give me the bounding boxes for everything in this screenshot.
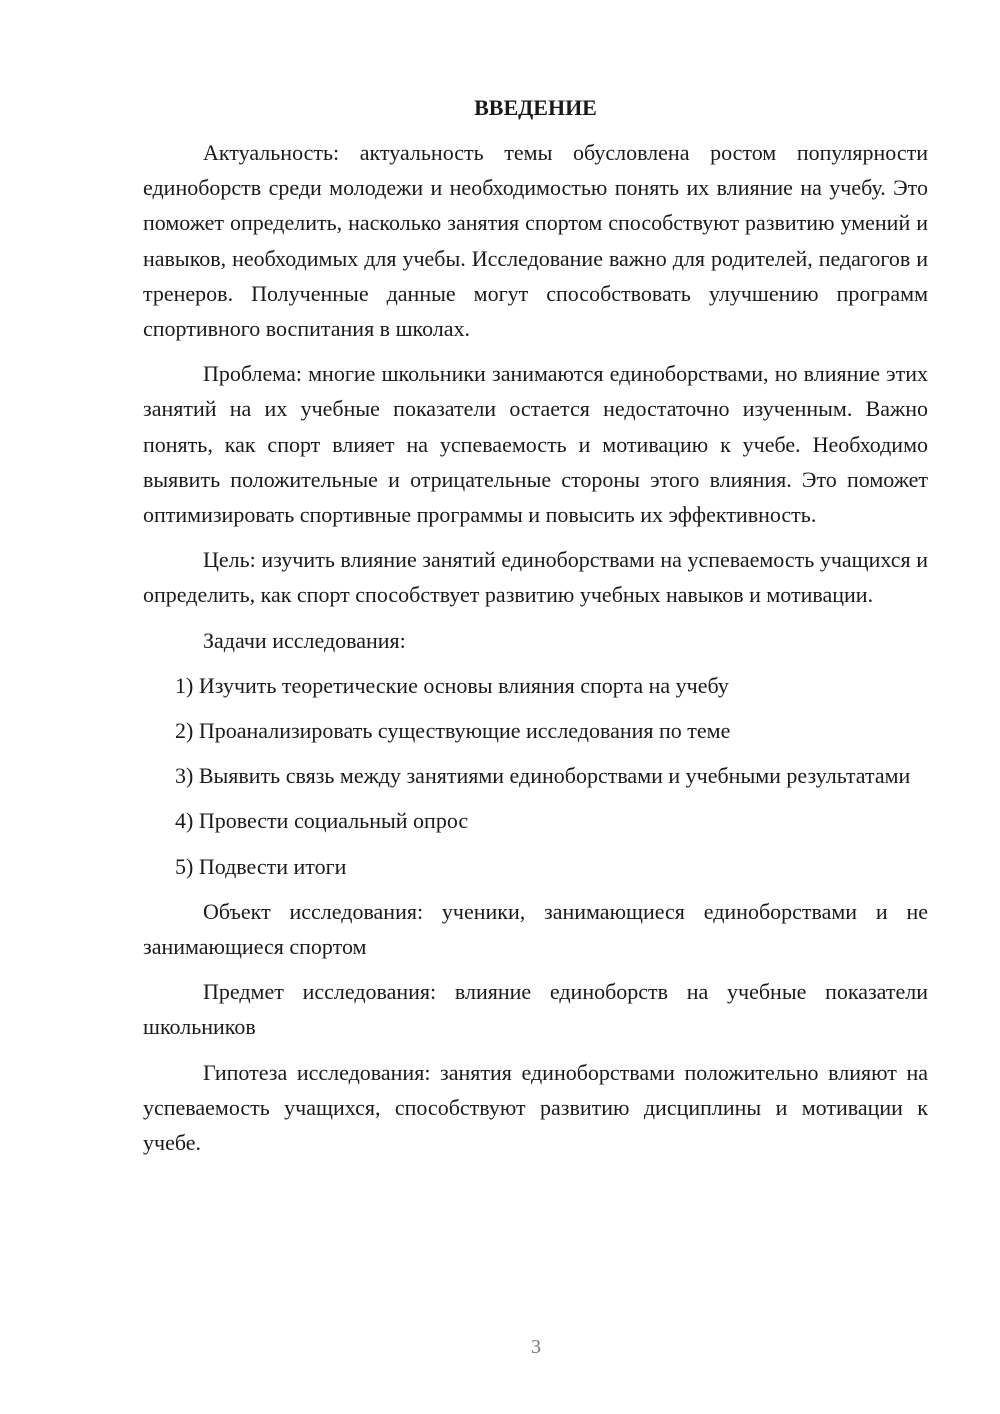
goal-paragraph: Цель: изучить влияние занятий единоборствами на успеваемость учащихся и определить, как спорт способствует развитию учебных навыков и мотивации.: [143, 547, 928, 608]
page-title: ВВЕДЕНИЕ: [474, 95, 597, 120]
document-page: [143, 90, 928, 1170]
object-paragraph: Объект исследования: ученики, занимающиеся единоборствами и не занимающиеся спортом: [143, 898, 928, 960]
list-item: 4) Провести социальный опрос: [175, 808, 469, 834]
tasks-heading: Задачи исследования:: [203, 627, 406, 653]
relevance-paragraph: Актуальность: актуальность темы обусловлена ростом популярности единоборств среди молодежи и необходимостью понять их влияние на учебу. Это поможет определить, насколько занятия спортом способствуют развитию умений и навыков, необходимых для учебы. Исследование важно для родителей, педагогов и тренеров. Полученные данные могут способствовать улучшению программ спортивного воспитания в школах.: [143, 140, 928, 342]
list-item: 2) Проанализировать существующие исследования по теме: [175, 718, 731, 744]
list-item: 3) Выявить связь между занятиями единоборствами и учебными результатами: [175, 763, 911, 789]
list-item: 1) Изучить теоретические основы влияния спорта на учебу: [175, 672, 729, 698]
hypothesis-paragraph: Гипотеза исследования: занятия единоборствами положительно влияют на успеваемость учащихся, способствуют развитию дисциплины и мотивации к учебе.: [143, 1059, 928, 1156]
list-item: 5) Подвести итоги: [175, 853, 347, 879]
subject-paragraph: Предмет исследования: влияние единоборств на учебные показатели школьников: [143, 979, 928, 1040]
page-number: 3: [531, 1336, 541, 1358]
tasks-list: [143, 668, 928, 884]
problem-paragraph: Проблема: многие школьники занимаются единоборствами, но влияние этих занятий на их учебные показатели остается недостаточно изученным. Важно понять, как спорт влияет на успеваемость и мотивацию к учебе. Необходимо выявить положительные и отрицательные стороны этого влияния. Это поможет оптимизировать спортивные программы и повысить их эффективность.: [143, 361, 928, 528]
